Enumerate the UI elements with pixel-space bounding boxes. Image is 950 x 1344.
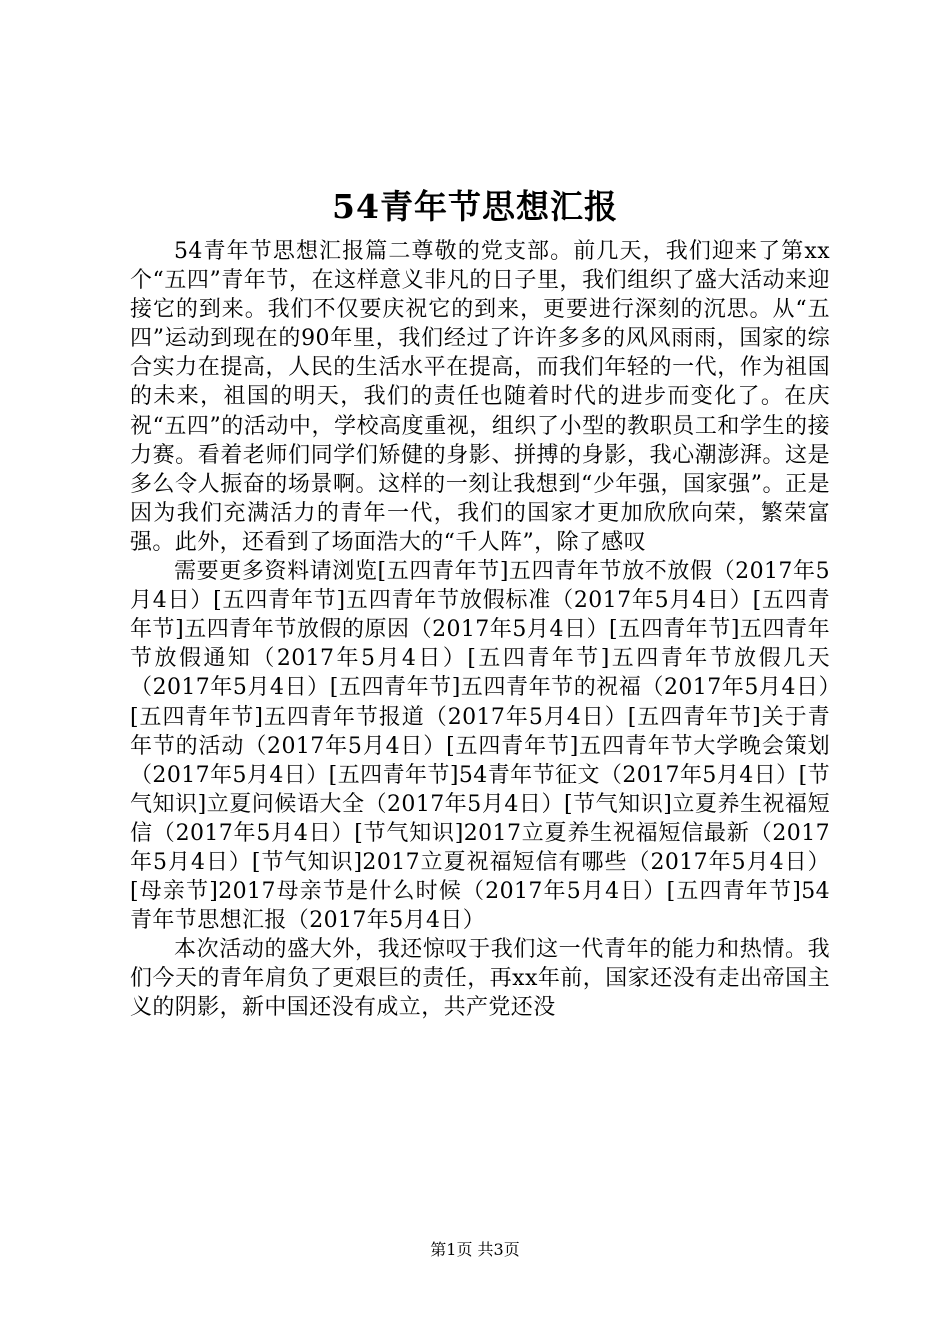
page-footer: 第1页 共3页 — [430, 1240, 520, 1259]
paragraph-intro: 54青年节思想汇报篇二尊敬的党支部。前几天，我们迎来了第xx个“五四”青年节，在这样意义非凡的日子里，我们组织了盛大活动来迎接它的到来。我们不仅要庆祝它的到来，更要进行深刻的沉思。从“五四”运动到现在的90年里，我们经过了许许多多的风风雨雨，国家的综合实力在提高，人民的生活水平在提高，而我们年轻的一代，作为祖国的未来，祖国的明天，我们的责任也随着时代的进步而变化了。在庆祝“五四”的活动中，学校高度重视，组织了小型的教职员工和学生的接力赛。看着老师们同学们矫健的身影、拼搏的身影，我心潮澎湃。这是多么令人振奋的场景啊。这样的一刻让我想到“少年强，国家强”。正是因为我们充满活力的青年一代，我们的国家才更加欣欣向荣，繁荣富强。此外，还看到了场面浩大的“千人阵”，除了感叹 — [130, 239, 830, 555]
document-body — [130, 237, 830, 1023]
paragraph-continuation: 本次活动的盛大外，我还惊叹于我们这一代青年的能力和热情。我们今天的青年肩负了更艰巨的责任，再xx年前，国家还没有走出帝国主义的阴影，新中国还没有成立，共产党还没 — [130, 937, 830, 1021]
paragraph-links: 需要更多资料请浏览[五四青年节]五四青年节放不放假（2017年5月4日）[五四青年节]五四青年节放假标准（2017年5月4日）[五四青年节]五四青年节放假的原因（2017年5月4日）[五四青年节]五四青年节放假通知（2017年5月4日）[五四青年节]五四青年节放假几天（2017年5月4日）[五四青年节]五四青年节的祝福（2017年5月4日）[五四青年节]五四青年节报道（2017年5月4日）[五四青年节]关于青年节的活动（2017年5月4日）[五四青年节]五四青年节大学晚会策划（2017年5月4日）[五四青年节]54青年节征文（2017年5月4日）[节气知识]立夏问候语大全（2017年5月4日）[节气知识]立夏养生祝福短信（2017年5月4日）[节气知识]2017立夏养生祝福短信最新（2017年5月4日）[节气知识]2017立夏祝福短信有哪些（2017年5月4日）[母亲节]2017母亲节是什么时候（2017年5月4日）[五四青年节]54青年节思想汇报（2017年5月4日） — [130, 559, 830, 934]
document-title: 54青年节思想汇报 — [332, 187, 618, 226]
